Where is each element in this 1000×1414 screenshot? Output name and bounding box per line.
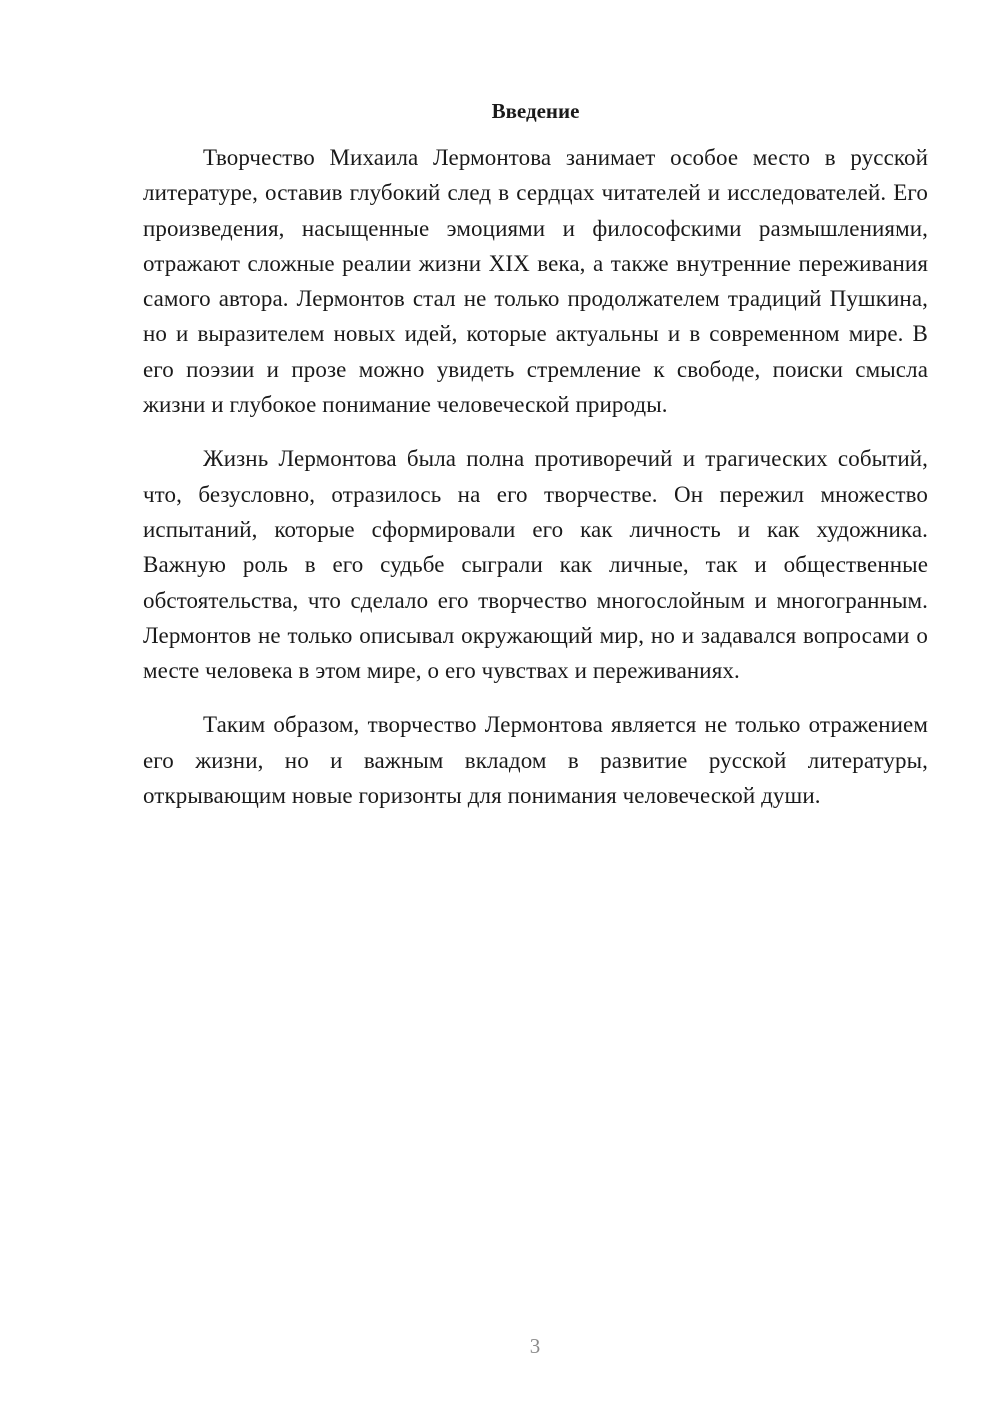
page-number: 3 (529, 1334, 541, 1358)
section-heading: Введение (491, 99, 580, 123)
page-content (143, 96, 928, 813)
paragraph-2: Жизнь Лермонтова была полна противоречий и трагических событий, что, безусловно, отразилось на его творчестве. Он пережил множество испытаний, которые сформировали его как личность и как художника. Важную роль в его судьбе сыграли как личные, так и общественные обстоятельства, что сделало его творчество многослойным и многогранным. Лермонтов не только описывал окружающий мир, но и задавался вопросами о месте человека в этом мире, о его чувствах и переживаниях. (143, 446, 928, 684)
paragraph-3: Таким образом, творчество Лермонтова является не только отражением его жизни, но и важным вкладом в развитие русской литературы, открывающим новые горизонты для понимания человеческой души. (143, 712, 928, 809)
paragraph-1: Творчество Михаила Лермонтова занимает особое место в русской литературе, оставив глубокий след в сердцах читателей и исследователей. Его произведения, насыщенные эмоциями и философскими размышлениями, отражают сложные реалии жизни XIX века, а также внутренние переживания самого автора. Лермонтов стал не только продолжателем традиций Пушкина, но и выразителем новых идей, которые актуальны и в современном мире. В его поэзии и прозе можно увидеть стремление к свободе, поиски смысла жизни и глубокое понимание человеческой природы. (143, 145, 928, 418)
